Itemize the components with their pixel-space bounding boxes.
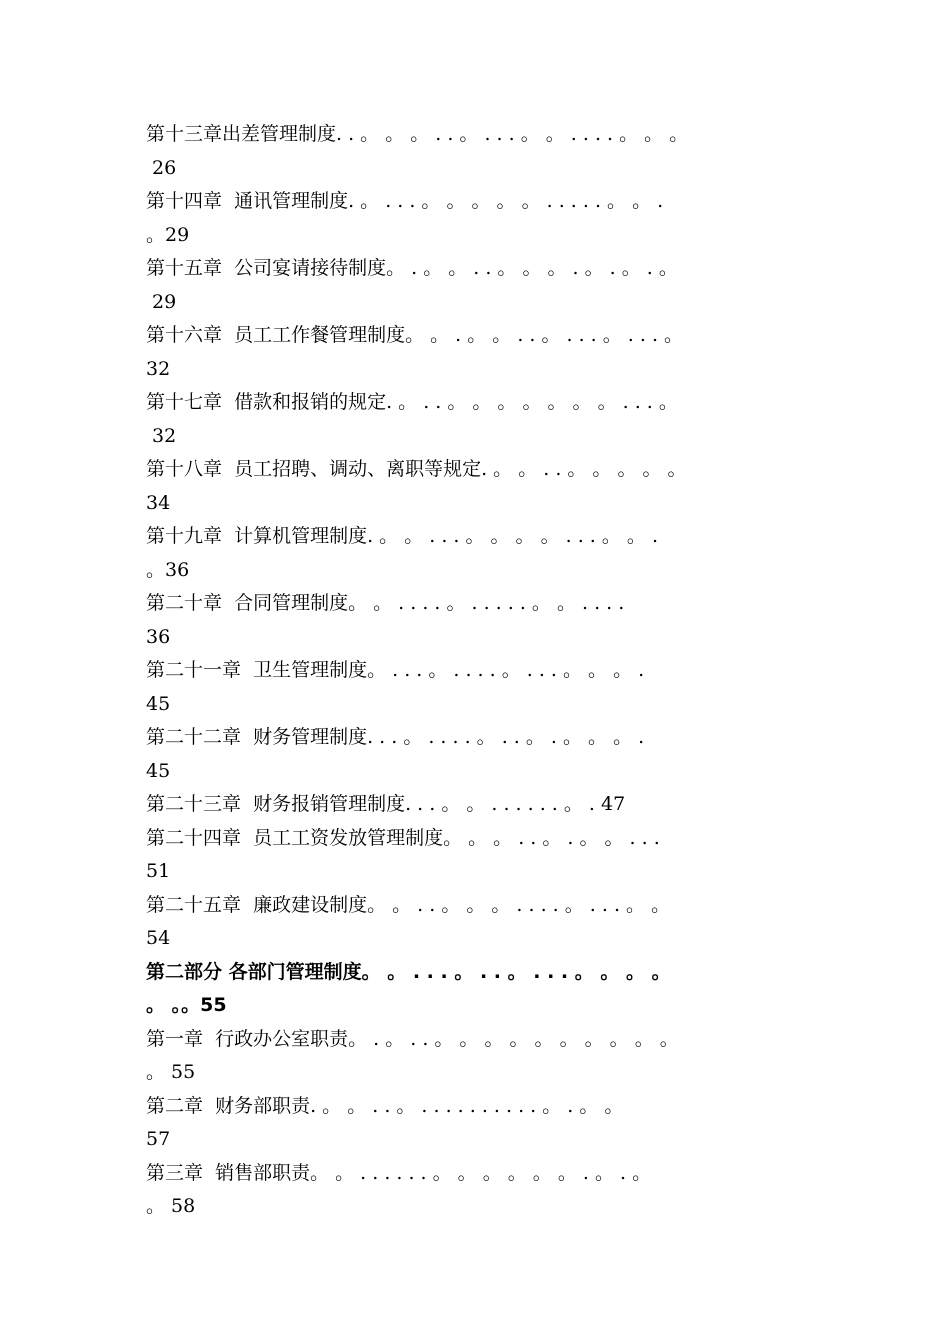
toc-entry — [146, 1157, 826, 1224]
toc-entry — [146, 822, 826, 889]
toc-entry-title: 第二十五章 廉政建设制度。 。 . . 。 。 。 . . . . 。 . . . 。 。 — [146, 893, 671, 916]
toc-entry — [146, 956, 826, 1023]
toc-entry — [146, 319, 826, 386]
toc-entry-title: 第十六章 员工工作餐管理制度。 。 . 。 。 . . 。 . . . 。 . . . 。 — [146, 324, 684, 346]
toc-entry-page: 。29 — [146, 223, 190, 246]
toc-entry-page: 32 — [146, 424, 177, 447]
toc-entry — [146, 118, 826, 185]
toc-entry — [146, 788, 826, 822]
toc-entry-title: 第一章 行政办公室职责。 . 。 . . 。 。 。 。 。 。 。 。 。 。 — [146, 1027, 679, 1050]
toc-entry-page: 。 55 — [146, 1061, 196, 1083]
toc-entry-title: 第三章 销售部职责。 。 . . . . . . 。 。 。 。 。 。 . 。 . 。 — [146, 1161, 652, 1184]
toc-entry-title: 第十四章 通讯管理制度. 。 . . . 。 。 。 。 。 . . . . . 。 。 . — [146, 190, 664, 212]
toc-entry-title: 第二十三章 财务报销管理制度. . . 。 。 . . . . . . 。 . 47 — [146, 793, 626, 815]
toc-entry-page: 34 — [146, 491, 171, 514]
toc-entry-title: 第二十章 合同管理制度。 。 . . . . 。 . . . . . 。 。 . . . . — [146, 592, 625, 614]
toc-entry-page: 。 58 — [146, 1195, 196, 1217]
toc-entry-page: 45 — [146, 692, 171, 715]
toc-entry — [146, 386, 826, 453]
toc-entry — [146, 721, 826, 788]
toc-entry — [146, 1090, 826, 1157]
toc-entry-page: 29 — [146, 290, 177, 313]
toc-entry — [146, 1023, 826, 1090]
toc-entry-title: 第十九章 计算机管理制度. 。 。 . . . 。 。 。 。 . . . 。 。 . — [146, 525, 658, 547]
toc-entry — [146, 654, 826, 721]
toc-entry — [146, 520, 826, 587]
toc-entry-page: 36 — [146, 625, 171, 648]
toc-entry — [146, 185, 826, 252]
toc-entry-title: 第十七章 借款和报销的规定. 。 . . 。 。 。 。 。 。 。 . . . 。 — [146, 391, 678, 413]
toc-entry — [146, 453, 826, 520]
toc-entry-title: 第十三章出差管理制度. . 。 。 。 . . 。 . . . 。 。 . . . . 。 。 。 — [146, 123, 689, 145]
toc-entry-page: 。36 — [146, 558, 190, 581]
toc-entry-title: 第十八章 员工招聘、调动、离职等规定. 。 。 . . 。 。 。 。 。 — [146, 458, 687, 480]
toc-entry-page: 32 — [146, 357, 171, 380]
toc-entry-title: 第二十二章 财务管理制度. . . 。 . . . . 。 . . 。 . 。 。 。 . — [146, 726, 645, 748]
toc-entry-title: 第二十四章 员工工资发放管理制度。 。 。 . . 。 . 。 。 . . . — [146, 826, 660, 849]
toc-entry-page: 51 — [146, 860, 171, 882]
toc-entry-page: 45 — [146, 759, 171, 782]
toc-entry-title: 第二章 财务部职责. 。 。 . . 。 . . . . . . . . . . 。 . 。 。 — [146, 1094, 624, 1117]
toc-entry-page: 54 — [146, 927, 171, 949]
toc-page — [146, 118, 826, 1224]
toc-entry-page: 57 — [146, 1128, 171, 1150]
toc-entry-page: 26 — [146, 156, 177, 179]
toc-entry — [146, 587, 826, 654]
toc-entry-title: 第十五章 公司宴请接待制度。 . 。 。 . . 。 。 。 . 。 . 。 . 。 — [146, 257, 678, 279]
toc-entry-title: 第二十一章 卫生管理制度。 . . . 。 . . . . 。 . . . 。 。 。 . — [146, 659, 645, 681]
toc-entry-title: 第二部分 各部门管理制度。 。 . . . 。 . . 。 . . . 。 。 。 。 — [146, 960, 671, 983]
toc-entry — [146, 252, 826, 319]
toc-entry — [146, 889, 826, 956]
toc-entry-page: 。 。。55 — [146, 994, 227, 1016]
